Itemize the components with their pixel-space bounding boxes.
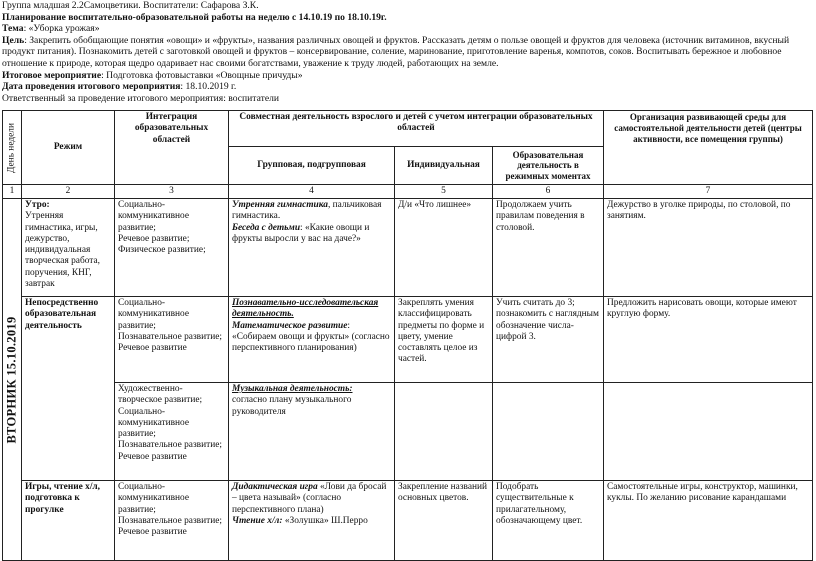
table-row: [3, 297, 813, 383]
mode-cell: [22, 481, 115, 561]
responsible-line: Ответственный за проведение итогового мероприятия: воспитатели: [2, 92, 280, 104]
joint-activity-header: Совместная деятельность взрослого и детей с учетом интеграции образовательных областей: [229, 111, 604, 147]
individual-cell: [395, 383, 493, 481]
final-date-value: : 18.10.2019 г.: [180, 81, 237, 93]
activity-title: Беседа с детьми: [232, 222, 301, 233]
group-header: Групповая, подгрупповая: [229, 147, 395, 185]
final-date-line: [2, 81, 814, 93]
area-item: Социально-коммуникативное развитие;: [118, 200, 190, 233]
area-item: Социально-коммуникативное развитие;: [118, 406, 190, 440]
activity-title: Чтение х/л:: [232, 515, 283, 526]
activity-title: Математическое развитие: [232, 320, 348, 331]
activity-title: Утренняя гимнастика: [232, 200, 328, 210]
area-item: Физическое развитие;: [118, 245, 206, 256]
mode-title: Игры, чтение х/л, подготовка к прогулке: [25, 482, 101, 515]
column-number: 4: [229, 185, 395, 199]
document-header: [2, 0, 814, 104]
group-line: Группа младшая 2.2Самоцветики. Воспитатели: Сафарова З.К.: [2, 0, 259, 11]
activity-text: : «Какие овощи и фрукты выросли у вас на даче?»: [232, 222, 370, 244]
column-number: 7: [604, 185, 813, 199]
activity-text: согласно плану музыкального руководителя: [232, 395, 352, 417]
final-event-label: Итоговое мероприятие: [2, 69, 102, 81]
final-event-line: [2, 70, 814, 82]
environment-cell: [604, 383, 813, 481]
column-number: 6: [493, 185, 604, 199]
theme-value: : «Уборка урожая»: [23, 23, 100, 35]
goal-paragraph: [2, 35, 814, 70]
column-number: 5: [395, 185, 493, 199]
area-item: Речевое развитие: [118, 451, 187, 462]
mode-cell: [22, 297, 115, 481]
column-number: 2: [22, 185, 115, 199]
goal-value: : Закрепить обобщающие понятия «овощи» и «фрукты», названия различных овощей и фруктов. Рассказать детям о пользе овощей и фруктов для человека (источник витаминов, вкусный продукт питания). Познакомить детей с заготовкой овощей и фруктов – консервирование, соление, маринование, приготовление варенья, компотов, соков. Воспитывать бережное и любовное отношение к природе, которая щедро одаривает нас своими богатствами, уважение к труду людей, работающих на земле.: [2, 34, 790, 69]
mode-title: Непосредственно образовательная деятельность: [25, 298, 99, 331]
day-of-week-header: День недели: [3, 111, 22, 185]
mode-text: Утренняя гимнастика, игры, дежурство, индивидуальная творческая работа, поручения, КНГ, завтрак: [25, 211, 100, 290]
individual-cell: Д/и «Что лишнее»: [395, 199, 493, 297]
area-item: Речевое развитие: [118, 343, 187, 354]
table-row: [3, 383, 813, 481]
mode-cell: [22, 199, 115, 297]
environment-header: Организация развивающей среды для самостоятельной деятельности детей (центры активности, все помещения группы): [604, 111, 813, 185]
integration-cell: [115, 199, 229, 297]
area-item: Познавательное развитие;: [118, 515, 222, 526]
environment-cell: Дежурство в уголке природы, по столовой, по занятиям.: [604, 199, 813, 297]
plan-title: Планирование воспитательно-образовательной работы на неделю с 14.10.19 по 18.10.19г.: [2, 11, 387, 23]
environment-cell: Самостоятельные игры, конструктор, машинки, куклы. По желанию рисование карандашами: [604, 481, 813, 561]
group-activity-cell: [229, 481, 395, 561]
area-item: Речевое развитие;: [118, 233, 190, 244]
integration-cell: [115, 297, 229, 383]
activity-title: Познавательно-исследовательская деятельность.: [232, 298, 379, 320]
individual-cell: Закрепление названий основных цветов.: [395, 481, 493, 561]
activity-text: «Золушка» Ш.Перро: [282, 515, 368, 526]
group-activity-cell: [229, 297, 395, 383]
column-number-row: [3, 185, 813, 199]
integration-header: Интеграция образовательных областей: [115, 111, 229, 185]
goal-label: Цель: [2, 34, 25, 46]
column-number: 1: [3, 185, 22, 199]
day-label: ВТОРНИК 15.10.2019: [3, 199, 22, 561]
final-date-label: Дата проведения итогового мероприятия: [2, 81, 181, 93]
educational-cell: Продолжаем учить правилам поведения в столовой.: [493, 199, 604, 297]
table-row: [3, 199, 813, 297]
educational-cell: Подобрать существительные к прилагательному, обозначающему цвет.: [493, 481, 604, 561]
integration-cell: [115, 481, 229, 561]
activity-title: Музыкальная деятельность:: [232, 384, 353, 394]
mode-title: Утро:: [25, 200, 50, 210]
column-number: 3: [115, 185, 229, 199]
activity-text: «Лови да бросай – цвета называй» (согласно перспективного плана): [232, 482, 387, 515]
activity-title: Дидактическая игра: [232, 482, 318, 492]
educational-header: Образовательная деятельность в режимных моментах: [493, 147, 604, 185]
area-item: Социально-коммуникативное развитие;: [118, 298, 190, 331]
area-item: Речевое развитие: [118, 527, 187, 538]
environment-cell: Предложить нарисовать овощи, которые имеют круглую форму.: [604, 297, 813, 383]
individual-cell: Закреплять умения классифицировать предметы по форме и цвету, умение составлять целое из частей.: [395, 297, 493, 383]
educational-cell: [493, 383, 604, 481]
theme-label: Тема: [2, 23, 24, 35]
individual-header: Индивидуальная: [395, 147, 493, 185]
activity-text: , пальчиковая гимнастика.: [232, 200, 382, 222]
area-item: Познавательное развитие;: [118, 440, 222, 451]
table-row: [3, 481, 813, 561]
area-item: Художественно-творческое развитие;: [118, 384, 203, 406]
activity-text: : «Собираем овощи и фрукты» (согласно перспективного планирования): [232, 320, 390, 354]
final-event-value: : Подготовка фотовыставки «Овощные причуды»: [101, 69, 303, 81]
educational-cell: Учить считать до 3; познакомить с наглядным обозначение числа-цифрой 3.: [493, 297, 604, 383]
group-activity-cell: [229, 199, 395, 297]
weekly-plan-table: [2, 110, 813, 561]
group-activity-cell: [229, 383, 395, 481]
theme-line: [2, 23, 814, 35]
area-item: Социально-коммуникативное развитие;: [118, 482, 190, 515]
mode-header: Режим: [22, 111, 115, 185]
area-item: Познавательное развитие;: [118, 331, 222, 342]
integration-cell: [115, 383, 229, 481]
